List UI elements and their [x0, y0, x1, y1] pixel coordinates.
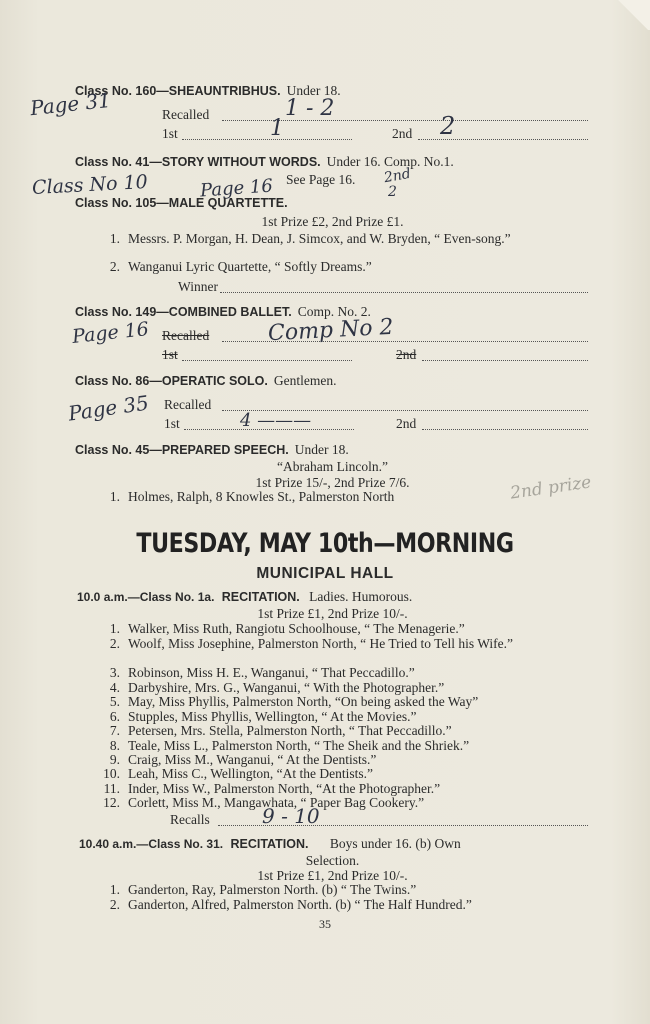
day-heading: TUESDAY, MAY 10th—MORNING: [136, 528, 514, 559]
handwritten-page-ref: Page 35: [66, 390, 151, 426]
class-condition: Ladies. Humorous.: [309, 589, 413, 604]
class-45-heading: [75, 442, 590, 458]
recalled-label: Recalled: [164, 397, 212, 412]
handwritten-recalls: 9 - 10: [262, 804, 320, 828]
winner-line: [220, 292, 588, 293]
entry-text: Petersen, Mrs. Stella, Palmerston North, “ That Peccadillo.”: [128, 723, 452, 738]
entry-text: Darbyshire, Mrs. G., Wanganui, “ With the Photographer.”: [128, 680, 445, 695]
entry-text: Messrs. P. Morgan, H. Dean, J. Simcox, and W. Bryden, “ Even-song.”: [128, 231, 511, 246]
torn-corner: [610, 0, 650, 30]
class-condition: Gentlemen.: [273, 373, 337, 388]
entry-number: 9.: [109, 752, 120, 767]
list-item: [90, 681, 595, 695]
handwritten-second-mark: 2nd: [382, 165, 413, 187]
class-105-heading: [75, 196, 590, 210]
entry-text: Corlett, Miss M., Mangawhata, “ Paper Bag Cookery.”: [128, 795, 425, 810]
handwritten-recalled: 1 - 2: [285, 96, 335, 121]
handwritten-page-ref: Page 16: [71, 318, 150, 348]
entry-number: 4.: [109, 680, 120, 695]
first-label: 1st: [164, 416, 180, 431]
entry-text: Robinson, Miss H. E., Wanganui, “ That Peccadillo.”: [128, 665, 415, 680]
entry-number: 11.: [103, 781, 120, 796]
entry-text: Teale, Miss L., Palmerston North, “ The Sheik and the Shriek.”: [128, 738, 470, 753]
list-item: [90, 883, 595, 897]
class-title: Class No. 149—COMBINED BALLET.: [75, 305, 292, 319]
entry-text: Ganderton, Ray, Palmerston North. (b) “ The Twins.”: [128, 882, 417, 897]
class-condition: Boys under 16. (b) Own: [329, 836, 461, 851]
list-item: [90, 695, 595, 709]
list-item: [90, 637, 595, 651]
second-label: 2nd: [396, 347, 417, 362]
class-31-heading: [79, 836, 610, 852]
list-item: [90, 232, 595, 246]
entry-text: Inder, Miss W., Palmerston North, “At the Photographer.”: [128, 781, 441, 796]
list-item: [90, 260, 595, 274]
first-line: [182, 360, 352, 361]
class-title: Class No. 160—SHEAUNTRIBHUS.: [75, 84, 281, 98]
class-title: Class No. 105—MALE QUARTETTE.: [75, 196, 288, 210]
class-condition-cont: Selection.: [305, 853, 360, 868]
list-item: [90, 666, 595, 680]
second-line: [422, 360, 588, 361]
entry-number: 2.: [109, 259, 120, 274]
class-title: Class No. 86—OPERATIC SOLO.: [75, 374, 268, 388]
entry-text: Woolf, Miss Josephine, Palmerston North, “ He Tried to Tell his Wife.”: [128, 636, 514, 651]
list-item: [90, 622, 595, 636]
venue-heading: MUNICIPAL HALL: [256, 565, 394, 582]
page-number: 35: [319, 917, 331, 931]
entry-number: 6.: [109, 709, 120, 724]
entry-number: 8.: [109, 738, 120, 753]
entry-number: 1.: [109, 489, 120, 504]
prizes-text: 1st Prize 15/-, 2nd Prize 7/6.: [255, 475, 410, 490]
second-line: [422, 429, 588, 430]
second-label: 2nd: [396, 416, 417, 431]
class-time: 10.40 a.m.—Class No. 31.: [79, 837, 224, 851]
handwritten-prize-note: 2nd prize: [509, 472, 593, 504]
list-item: [90, 767, 595, 781]
entry-text: Stupples, Miss Phyllis, Wellington, “ At the Movies.”: [128, 709, 417, 724]
entry-text: Craig, Miss M., Wanganui, “ At the Dentists.”: [128, 752, 377, 767]
entry-text: Holmes, Ralph, 8 Knowles St., Palmerston North: [128, 489, 395, 504]
prizes-text: 1st Prize £1, 2nd Prize 10/-.: [257, 606, 408, 621]
second-label: 2nd: [392, 126, 413, 141]
first-label: 1st: [162, 126, 178, 141]
handwritten-second-mark-b: 2: [388, 184, 397, 200]
class-time: 10.0 a.m.—Class No. 1a.: [77, 590, 215, 604]
handwritten-second: 2: [440, 112, 456, 140]
class-title: RECITATION.: [230, 837, 309, 851]
entry-text: Walker, Miss Ruth, Rangiotu Schoolhouse, “ The Menagerie.”: [128, 621, 465, 636]
first-label: 1st: [162, 347, 178, 362]
entry-number: 1.: [109, 882, 120, 897]
class-86-heading: [75, 373, 590, 389]
entry-text: Leah, Miss C., Wellington, “At the Dentists.”: [128, 766, 374, 781]
entry-number: 1.: [109, 231, 120, 246]
entry-number: 12.: [103, 795, 120, 810]
winner-label: Winner: [178, 279, 218, 294]
entry-number: 1.: [109, 621, 120, 636]
list-item: [90, 782, 595, 796]
list-item: [90, 753, 595, 767]
handwritten-first: 1: [270, 116, 284, 141]
class-1a-heading: [77, 589, 590, 605]
list-item: [90, 796, 595, 810]
handwritten-comp: Comp No 2: [267, 314, 395, 347]
handwritten-page-ref: Page 16: [199, 175, 274, 202]
entry-number: 2.: [109, 897, 120, 912]
entry-text: May, Miss Phyllis, Palmerston North, “On being asked the Way”: [128, 694, 479, 709]
entry-number: 3.: [109, 665, 120, 680]
prizes-text: 1st Prize £2, 2nd Prize £1.: [261, 214, 404, 229]
entry-number: 10.: [103, 766, 120, 781]
entry-text: Wanganui Lyric Quartette, “ Softly Dreams.”: [128, 259, 372, 274]
class-title: RECITATION.: [221, 590, 300, 604]
class-condition: Under 18.: [286, 83, 341, 98]
piece-title: “Abraham Lincoln.”: [277, 459, 388, 474]
recalls-label: Recalls: [170, 812, 210, 827]
class-condition: Comp. No. 2.: [297, 304, 371, 319]
class-condition: Under 16. Comp. No.1.: [326, 154, 454, 169]
list-item: [90, 710, 595, 724]
see-page-text: See Page 16.: [286, 172, 356, 187]
handwritten-page-ref: Page 31: [28, 87, 112, 121]
first-line: [182, 139, 352, 140]
prizes-text: 1st Prize £1, 2nd Prize 10/-.: [257, 868, 408, 883]
recalled-label: Recalled: [162, 107, 210, 122]
entry-number: 2.: [109, 636, 120, 651]
class-condition: Under 18.: [294, 442, 349, 457]
list-item: [90, 724, 595, 738]
handwritten-class-ref: Class No 10: [31, 170, 149, 200]
class-title: Class No. 45—PREPARED SPEECH.: [75, 443, 289, 457]
class-title: Class No. 41—STORY WITHOUT WORDS.: [75, 155, 321, 169]
list-item: [90, 898, 595, 912]
class-41-heading: [75, 154, 590, 170]
handwritten-first: 4 ———: [240, 410, 312, 431]
entry-number: 7.: [109, 723, 120, 738]
entry-number: 5.: [109, 694, 120, 709]
recalled-label: Recalled: [162, 328, 210, 343]
entry-text: Ganderton, Alfred, Palmerston North. (b) “ The Half Hundred.”: [128, 897, 472, 912]
list-item: [90, 739, 595, 753]
